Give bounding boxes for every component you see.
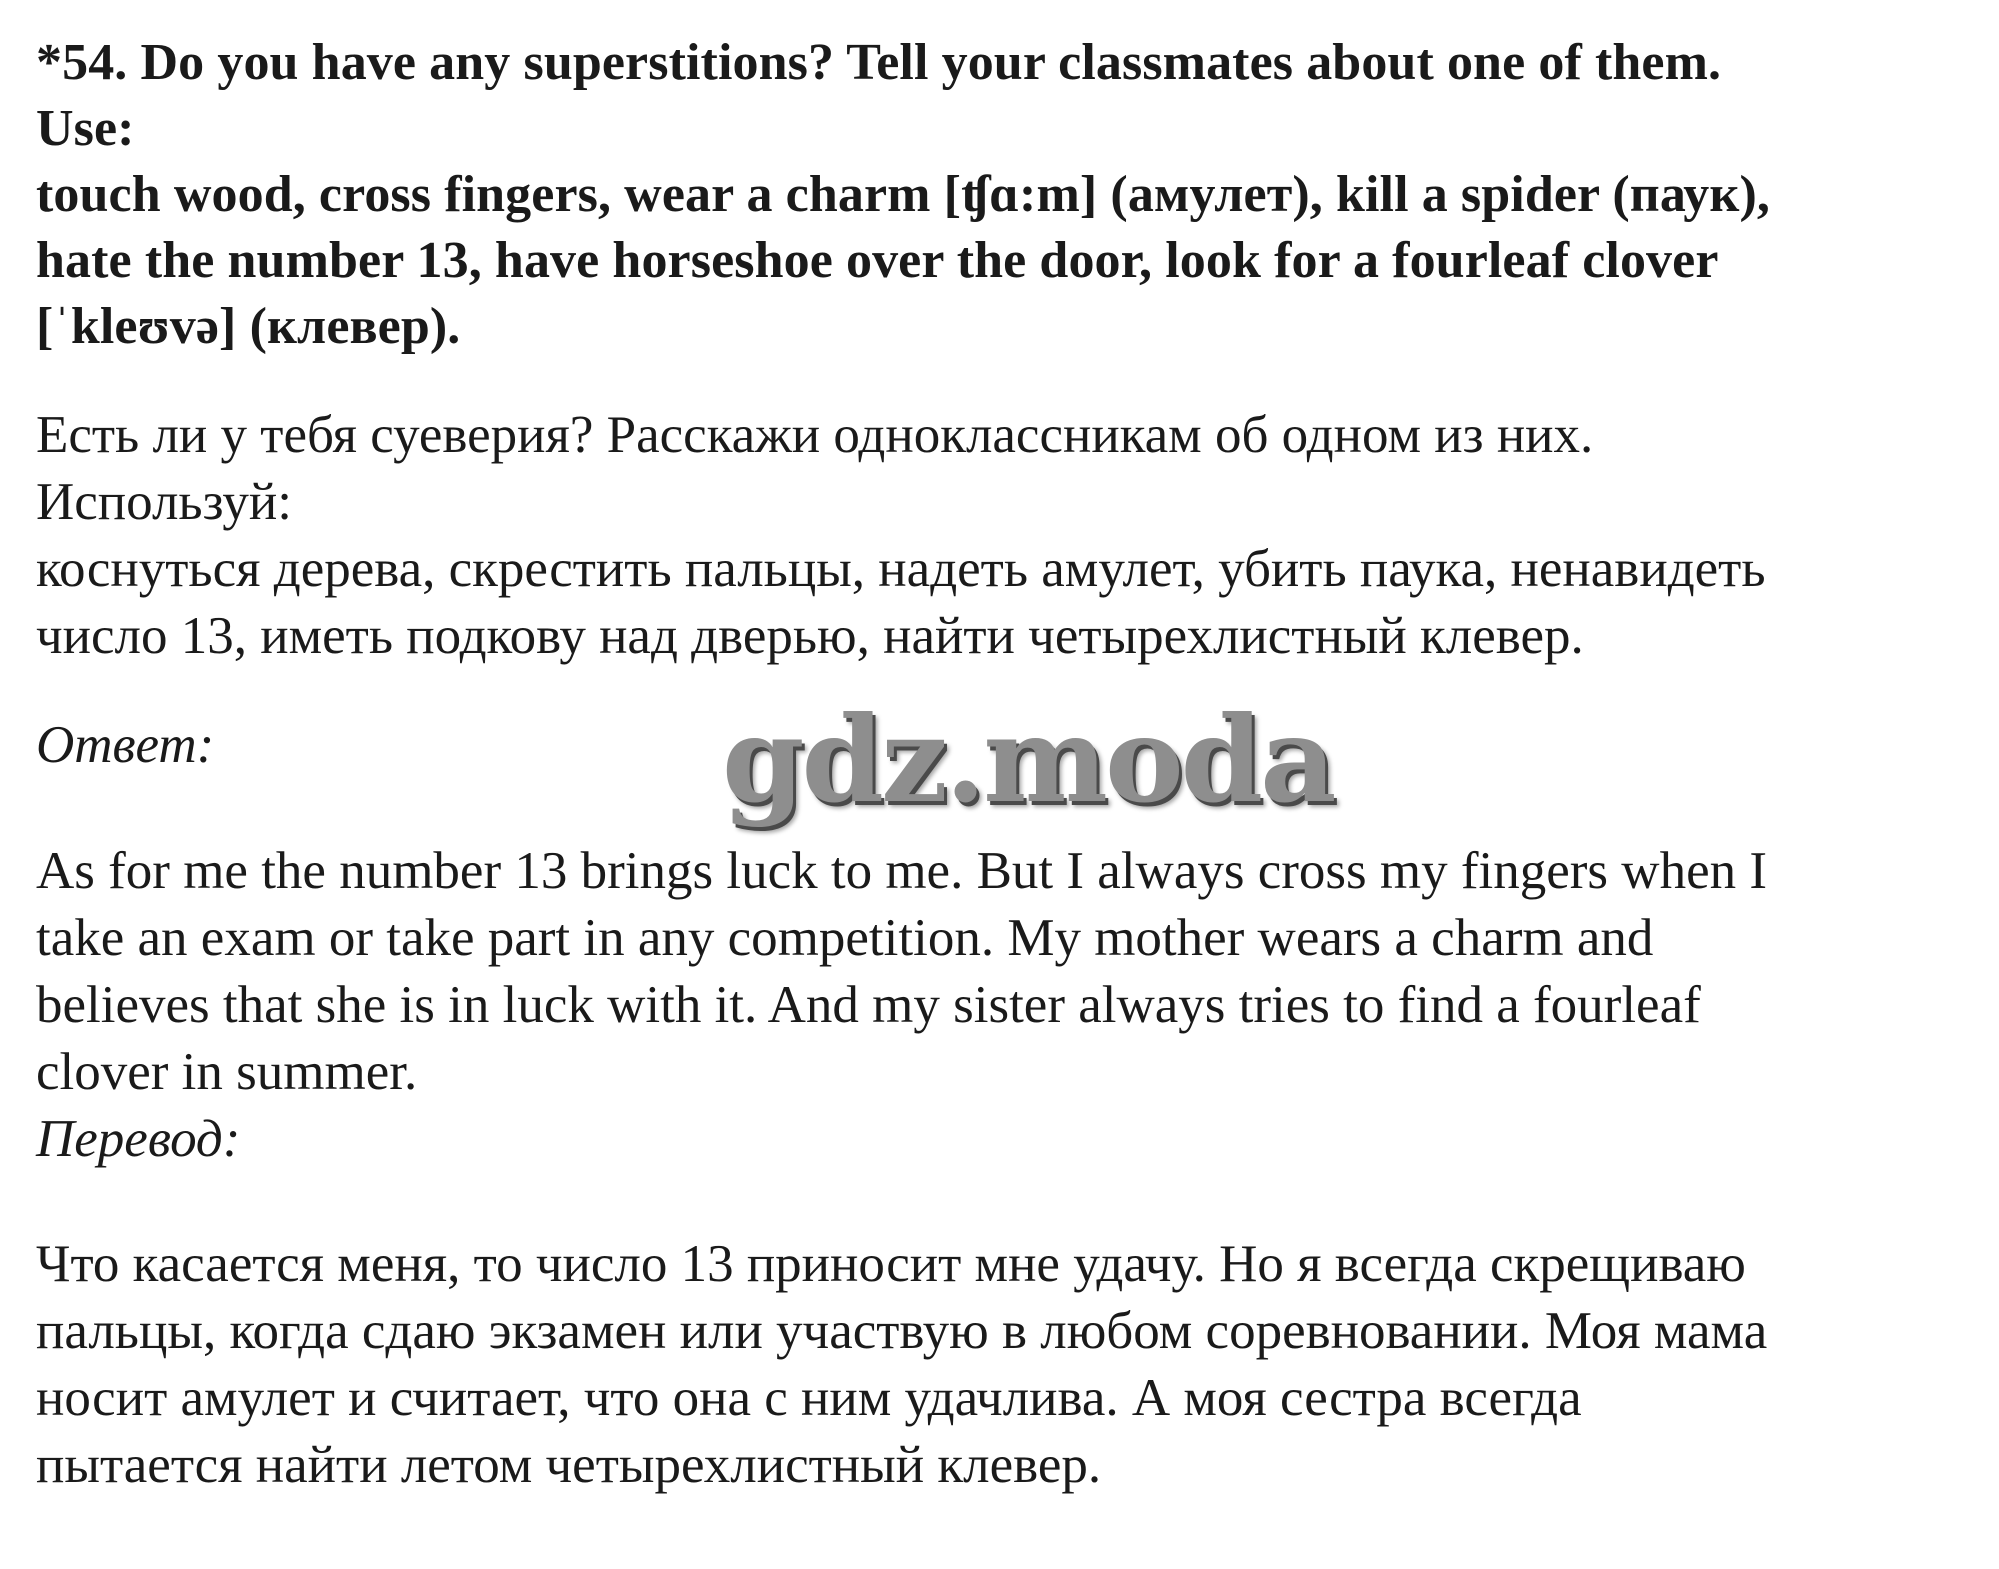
answer-header [36, 690, 1976, 829]
translation-label: Перевод: [36, 1110, 241, 1168]
task-line: touch wood, cross fingers, wear a charm [ʧɑ:m] (амулет), kill a spider (паук), [36, 166, 1770, 223]
task-translation [36, 402, 1976, 670]
task-line: *54. Do you have any superstitions? Tell your classmates about one of them. [36, 34, 1722, 91]
translation-line: носит амулет и считает, что она с ним удачлива. А моя сестра всегда [36, 1369, 1582, 1427]
answer-text [36, 838, 1976, 1106]
translation-text [36, 1231, 1976, 1499]
translation-line: пытается найти летом четырехлистный клевер. [36, 1436, 1102, 1494]
document-page [36, 0, 1976, 1499]
watermark-logo: gdz.moda [722, 690, 1334, 829]
task-line: hate the number 13, have horseshoe over the door, look for a fourleaf clover [36, 232, 1719, 289]
answer-line: As for me the number 13 brings luck to me. But I always cross my fingers when I [36, 842, 1767, 900]
task-translation-line: коснуться дерева, скрестить пальцы, надеть амулет, убить паука, ненавидеть [36, 540, 1766, 598]
task-translation-line: Используй: [36, 473, 292, 531]
answer-line: take an exam or take part in any competition. My mother wears a charm and [36, 909, 1654, 967]
task-statement [36, 30, 1976, 360]
answer-line: believes that she is in luck with it. And my sister always tries to find a fourleaf [36, 976, 1701, 1034]
task-translation-line: число 13, иметь подкову над дверью, найти четырехлистный клевер. [36, 607, 1584, 665]
translation-line: пальцы, когда сдаю экзамен или участвую в любом соревновании. Моя мама [36, 1302, 1768, 1360]
task-line: [ˈkleʊvə] (клевер). [36, 298, 461, 355]
answer-line: clover in summer. [36, 1043, 418, 1101]
translation-line: Что касается меня, то число 13 приносит мне удачу. Но я всегда скрещиваю [36, 1235, 1746, 1293]
task-line: Use: [36, 100, 135, 157]
task-translation-line: Есть ли у тебя суеверия? Расскажи одноклассникам об одном из них. [36, 406, 1594, 464]
answer-label: Ответ: [36, 716, 215, 774]
